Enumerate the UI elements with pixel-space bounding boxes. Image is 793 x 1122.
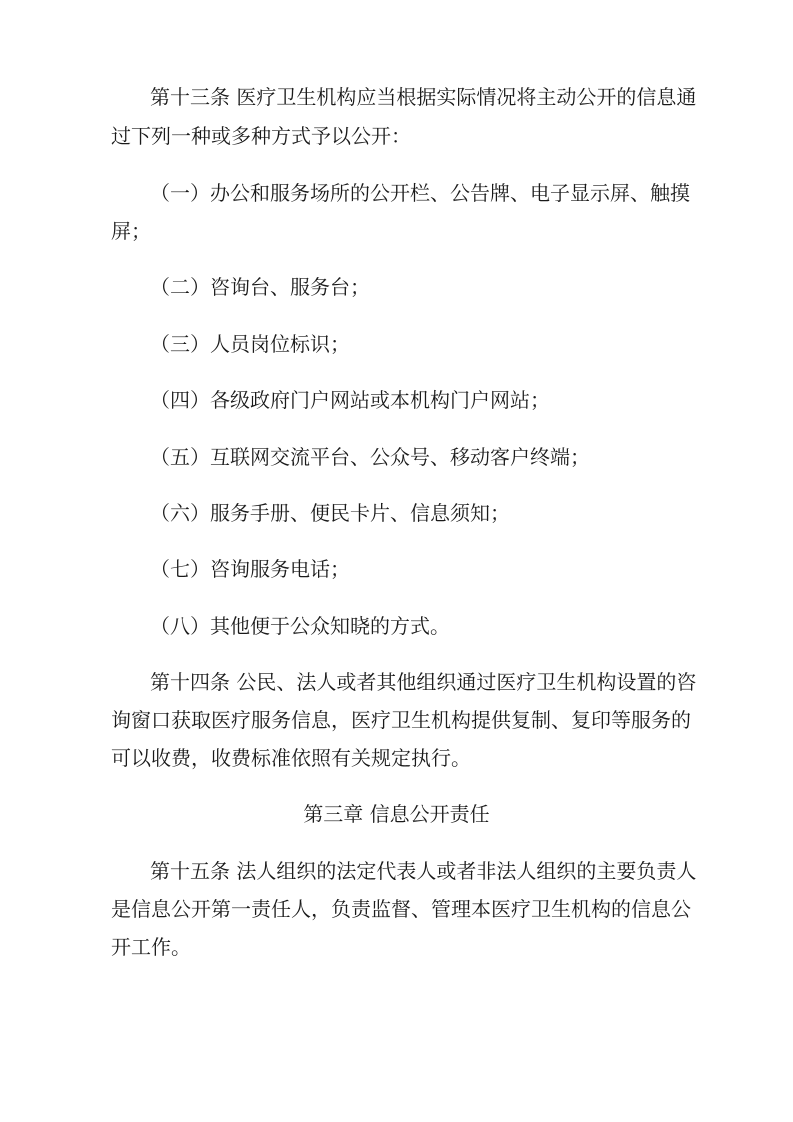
list-item-2: （二）咨询台、服务台； [150,275,370,299]
article-14-line-2: 询窗口获取医疗服务信息，医疗卫生机构提供复制、复印等服务的 [111,708,691,732]
list-item-1-line-2: 屏； [111,219,151,243]
list-item-6: （六）服务手册、便民卡片、信息须知； [150,501,510,525]
list-item-7: （七）咨询服务电话； [150,557,350,581]
article-15-line-2: 是信息公开第一责任人，负责监督、管理本医疗卫生机构的信息公 [111,897,691,921]
article-14-line-3: 可以收费，收费标准依照有关规定执行。 [111,746,471,770]
chapter-3-heading: 第三章 信息公开责任 [303,802,490,826]
article-14-line-1: 第十四条 公民、法人或者其他组织通过医疗卫生机构设置的咨 [150,670,697,694]
list-item-1-line-1: （一）办公和服务场所的公开栏、公告牌、电子显示屏、触摸 [150,181,690,205]
list-item-8: （八）其他便于公众知晓的方式。 [150,614,450,638]
article-15-line-3: 开工作。 [111,935,191,959]
list-item-4: （四）各级政府门户网站或本机构门户网站； [150,388,550,412]
list-item-5: （五）互联网交流平台、公众号、移动客户终端； [150,445,590,469]
list-item-3: （三）人员岗位标识； [150,332,350,356]
article-13-line-1: 第十三条 医疗卫生机构应当根据实际情况将主动公开的信息通 [150,85,697,109]
article-15-line-1: 第十五条 法人组织的法定代表人或者非法人组织的主要负责人 [150,859,697,883]
article-13-line-2: 过下列一种或多种方式予以公开： [111,124,411,148]
